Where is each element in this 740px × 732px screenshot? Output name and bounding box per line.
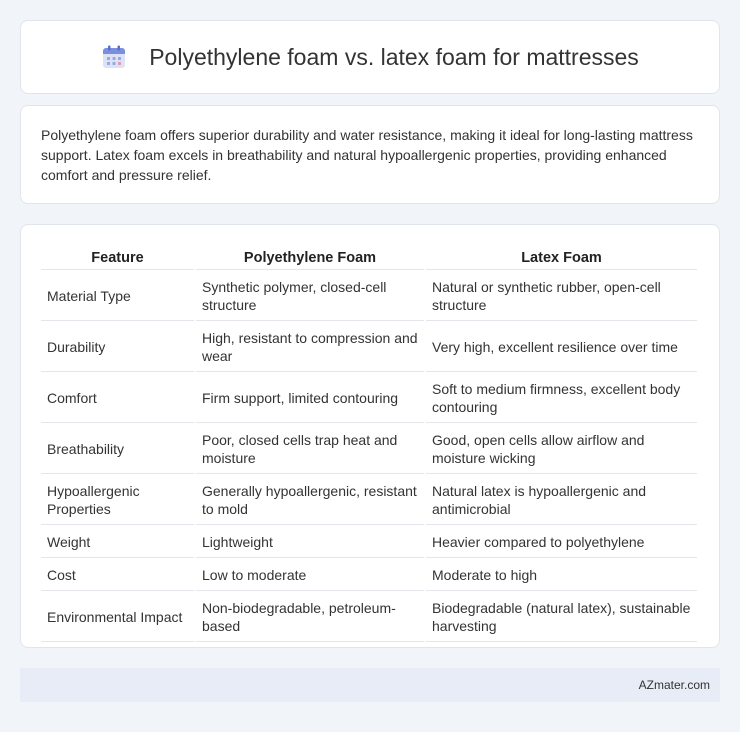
table-row (41, 272, 697, 321)
polyethylene-cell: Non-biodegradable, petroleum-based (196, 593, 424, 642)
feature-cell: Material Type (41, 272, 194, 321)
table-row (41, 476, 697, 525)
page-title: Polyethylene foam vs. latex foam for mattresses (149, 43, 639, 70)
polyethylene-cell: Firm support, limited contouring (196, 374, 424, 423)
header-feature: Feature (41, 246, 194, 270)
comparison-card (20, 224, 720, 648)
feature-cell: Hypoallergenic Properties (41, 476, 194, 525)
polyethylene-cell: Synthetic polymer, closed-cell structure (196, 272, 424, 321)
title-wrap (101, 44, 639, 71)
polyethylene-cell: Generally hypoallergenic, resistant to mold (196, 476, 424, 525)
feature-cell: Comfort (41, 374, 194, 423)
title-card (20, 20, 720, 94)
table-row (41, 425, 697, 474)
latex-cell: Moderate to high (426, 560, 697, 591)
latex-cell: Soft to medium firmness, excellent body contouring (426, 374, 697, 423)
feature-cell: Weight (41, 527, 194, 558)
latex-cell: Very high, excellent resilience over time (426, 323, 697, 372)
calendar-icon (101, 44, 127, 70)
intro-card (20, 105, 720, 204)
table-row (41, 323, 697, 372)
table-header-row (41, 246, 697, 270)
latex-cell: Biodegradable (natural latex), sustainable harvesting (426, 593, 697, 642)
latex-cell: Good, open cells allow airflow and moisture wicking (426, 425, 697, 474)
footer-site[interactable]: AZmater.com (638, 678, 710, 692)
feature-cell: Breathability (41, 425, 194, 474)
feature-cell: Durability (41, 323, 194, 372)
header-latex: Latex Foam (426, 246, 697, 270)
feature-cell: Cost (41, 560, 194, 591)
comparison-table (39, 244, 699, 644)
intro-text: Polyethylene foam offers superior durability and water resistance, making it ideal for long-lasting mattress support. Latex foam excels in breathability and natural hypoallergenic properties, providing enhanced comfort and pressure relief. (41, 127, 693, 183)
latex-cell: Natural or synthetic rubber, open-cell structure (426, 272, 697, 321)
table-row (41, 527, 697, 558)
footer (20, 668, 720, 702)
polyethylene-cell: Low to moderate (196, 560, 424, 591)
table-row (41, 593, 697, 642)
table-row (41, 560, 697, 591)
latex-cell: Natural latex is hypoallergenic and antimicrobial (426, 476, 697, 525)
latex-cell: Heavier compared to polyethylene (426, 527, 697, 558)
polyethylene-cell: Lightweight (196, 527, 424, 558)
table-row (41, 374, 697, 423)
feature-cell: Environmental Impact (41, 593, 194, 642)
polyethylene-cell: High, resistant to compression and wear (196, 323, 424, 372)
header-polyethylene: Polyethylene Foam (196, 246, 424, 270)
polyethylene-cell: Poor, closed cells trap heat and moisture (196, 425, 424, 474)
